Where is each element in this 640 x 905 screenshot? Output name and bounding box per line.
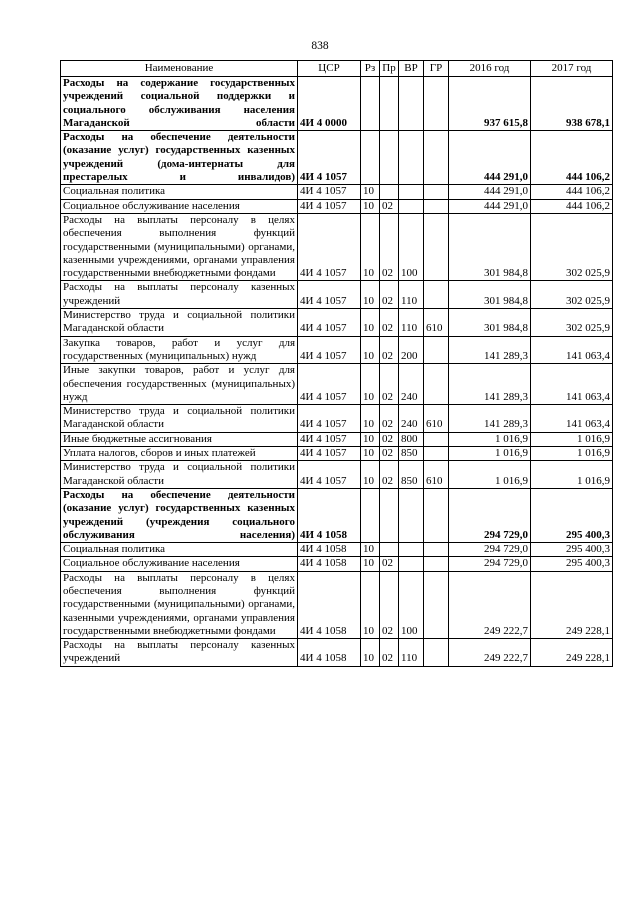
- row-gr: 610: [424, 309, 449, 337]
- table-row: [61, 405, 613, 433]
- row-vr: [399, 77, 424, 131]
- row-pr: 02: [380, 364, 399, 405]
- row-value-2017: 295 400,3: [531, 543, 613, 557]
- table-row: [61, 185, 613, 199]
- row-rz: 10: [361, 336, 380, 364]
- row-value-2016: 294 729,0: [449, 543, 531, 557]
- row-pr: 02: [380, 336, 399, 364]
- row-pr: 02: [380, 461, 399, 489]
- row-value-2017: 444 106,2: [531, 199, 613, 213]
- row-csr: 4И 4 1057: [298, 213, 361, 280]
- row-rz: 10: [361, 557, 380, 571]
- row-name: Социальное обслуживание населения: [61, 557, 298, 571]
- row-vr: [399, 543, 424, 557]
- table-row: [61, 213, 613, 280]
- row-value-2017: 302 025,9: [531, 281, 613, 309]
- row-name: Социальное обслуживание населения: [61, 199, 298, 213]
- row-value-2016: 301 984,8: [449, 281, 531, 309]
- row-value-2017: 938 678,1: [531, 77, 613, 131]
- row-gr: 610: [424, 405, 449, 433]
- row-value-2017: 1 016,9: [531, 447, 613, 461]
- row-name: Уплата налогов, сборов и иных платежей: [61, 447, 298, 461]
- row-name: Министерство труда и социальной политики Магаданской области: [61, 461, 298, 489]
- row-pr: 02: [380, 432, 399, 446]
- row-vr: 240: [399, 364, 424, 405]
- row-pr: 02: [380, 199, 399, 213]
- table-row: [61, 488, 613, 542]
- row-vr: [399, 185, 424, 199]
- budget-table: [60, 60, 613, 667]
- row-rz: 10: [361, 571, 380, 638]
- row-value-2017: 444 106,2: [531, 185, 613, 199]
- header-2017: 2017 год: [531, 61, 613, 77]
- row-gr: [424, 488, 449, 542]
- row-gr: [424, 364, 449, 405]
- row-csr: 4И 4 1057: [298, 281, 361, 309]
- row-value-2016: 294 729,0: [449, 488, 531, 542]
- row-name: Министерство труда и социальной политики Магаданской области: [61, 309, 298, 337]
- row-csr: 4И 4 1058: [298, 557, 361, 571]
- row-value-2016: 1 016,9: [449, 447, 531, 461]
- row-value-2017: 302 025,9: [531, 213, 613, 280]
- row-value-2016: 249 222,7: [449, 571, 531, 638]
- table-row: [61, 461, 613, 489]
- header-rz: Рз: [361, 61, 380, 77]
- row-value-2017: 141 063,4: [531, 336, 613, 364]
- row-value-2016: 301 984,8: [449, 213, 531, 280]
- row-rz: 10: [361, 364, 380, 405]
- row-rz: 10: [361, 185, 380, 199]
- header-vr: ВР: [399, 61, 424, 77]
- row-pr: [380, 77, 399, 131]
- row-rz: 10: [361, 199, 380, 213]
- row-gr: [424, 281, 449, 309]
- row-vr: 850: [399, 461, 424, 489]
- row-value-2016: 444 291,0: [449, 185, 531, 199]
- row-gr: [424, 571, 449, 638]
- row-gr: [424, 199, 449, 213]
- row-rz: 10: [361, 405, 380, 433]
- row-gr: [424, 447, 449, 461]
- row-value-2016: 141 289,3: [449, 405, 531, 433]
- row-pr: 02: [380, 405, 399, 433]
- row-rz: 10: [361, 281, 380, 309]
- row-rz: [361, 77, 380, 131]
- row-name: Иные бюджетные ассигнования: [61, 432, 298, 446]
- row-name: Расходы на содержание государственных учреждений социальной поддержки и социального обслуживания населения Магаданской области: [61, 77, 298, 131]
- row-value-2017: 302 025,9: [531, 309, 613, 337]
- row-csr: 4И 4 1057: [298, 185, 361, 199]
- table-row: [61, 639, 613, 667]
- row-name: Министерство труда и социальной политики Магаданской области: [61, 405, 298, 433]
- row-gr: [424, 185, 449, 199]
- row-csr: 4И 4 1058: [298, 488, 361, 542]
- row-name: Расходы на выплаты персоналу в целях обеспечения выполнения функций государственными (муниципальными) органами, казенными учреждениями, органами управления государственными внебюджетными фондами: [61, 571, 298, 638]
- row-rz: [361, 131, 380, 185]
- row-name: Закупка товаров, работ и услуг для государственных (муниципальных) нужд: [61, 336, 298, 364]
- row-value-2016: 141 289,3: [449, 336, 531, 364]
- row-value-2016: 249 222,7: [449, 639, 531, 667]
- row-csr: 4И 4 1057: [298, 364, 361, 405]
- row-value-2016: 141 289,3: [449, 364, 531, 405]
- header-csr: ЦСР: [298, 61, 361, 77]
- row-gr: [424, 336, 449, 364]
- row-name: Социальная политика: [61, 185, 298, 199]
- row-rz: [361, 488, 380, 542]
- table-row: [61, 309, 613, 337]
- row-gr: [424, 213, 449, 280]
- row-value-2016: 1 016,9: [449, 461, 531, 489]
- row-gr: [424, 557, 449, 571]
- row-gr: [424, 639, 449, 667]
- row-vr: 850: [399, 447, 424, 461]
- row-vr: [399, 488, 424, 542]
- row-pr: [380, 185, 399, 199]
- row-pr: 02: [380, 447, 399, 461]
- row-name: Расходы на обеспечение деятельности (оказание услуг) государственных казенных учреждений (учреждения социального обслуживания населения): [61, 488, 298, 542]
- row-pr: [380, 131, 399, 185]
- row-vr: 110: [399, 281, 424, 309]
- row-pr: 02: [380, 281, 399, 309]
- row-csr: 4И 4 1057: [298, 405, 361, 433]
- table-row: [61, 557, 613, 571]
- row-csr: 4И 4 1058: [298, 639, 361, 667]
- row-pr: 02: [380, 213, 399, 280]
- row-csr: 4И 4 1057: [298, 336, 361, 364]
- row-pr: 02: [380, 309, 399, 337]
- row-gr: 610: [424, 461, 449, 489]
- row-pr: 02: [380, 639, 399, 667]
- header-pr: Пр: [380, 61, 399, 77]
- row-rz: 10: [361, 309, 380, 337]
- row-csr: 4И 4 1057: [298, 447, 361, 461]
- row-pr: 02: [380, 557, 399, 571]
- row-gr: [424, 432, 449, 446]
- table-row: [61, 447, 613, 461]
- row-name: Расходы на выплаты персоналу казенных учреждений: [61, 281, 298, 309]
- table-row: [61, 199, 613, 213]
- row-name: Расходы на выплаты персоналу казенных учреждений: [61, 639, 298, 667]
- row-vr: [399, 131, 424, 185]
- row-csr: 4И 4 1057: [298, 131, 361, 185]
- row-vr: 240: [399, 405, 424, 433]
- row-name: Расходы на выплаты персоналу в целях обеспечения выполнения функций государственными (муниципальными) органами, казенными учреждениями, органами управления государственными внебюджетными фондами: [61, 213, 298, 280]
- row-value-2017: 141 063,4: [531, 364, 613, 405]
- table-row: [61, 543, 613, 557]
- row-gr: [424, 543, 449, 557]
- row-value-2017: 1 016,9: [531, 432, 613, 446]
- row-value-2017: 249 228,1: [531, 571, 613, 638]
- row-csr: 4И 4 1057: [298, 199, 361, 213]
- row-vr: 200: [399, 336, 424, 364]
- row-vr: 110: [399, 639, 424, 667]
- row-pr: [380, 488, 399, 542]
- table-row: [61, 281, 613, 309]
- row-value-2017: 141 063,4: [531, 405, 613, 433]
- row-value-2017: 249 228,1: [531, 639, 613, 667]
- row-csr: 4И 4 1057: [298, 461, 361, 489]
- table-body: [61, 77, 613, 667]
- row-gr: [424, 131, 449, 185]
- row-vr: [399, 199, 424, 213]
- header-2016: 2016 год: [449, 61, 531, 77]
- row-name: Социальная политика: [61, 543, 298, 557]
- row-rz: 10: [361, 213, 380, 280]
- header-gr: ГР: [424, 61, 449, 77]
- row-value-2016: 444 291,0: [449, 131, 531, 185]
- row-rz: 10: [361, 461, 380, 489]
- row-value-2017: 295 400,3: [531, 557, 613, 571]
- row-vr: [399, 557, 424, 571]
- row-rz: 10: [361, 447, 380, 461]
- row-rz: 10: [361, 639, 380, 667]
- row-value-2017: 1 016,9: [531, 461, 613, 489]
- row-vr: 110: [399, 309, 424, 337]
- row-value-2016: 301 984,8: [449, 309, 531, 337]
- row-value-2016: 444 291,0: [449, 199, 531, 213]
- row-value-2017: 295 400,3: [531, 488, 613, 542]
- row-vr: 800: [399, 432, 424, 446]
- row-name: Расходы на обеспечение деятельности (оказание услуг) государственных казенных учреждений (дома-интернаты для престарелых и инвалидов): [61, 131, 298, 185]
- row-vr: 100: [399, 213, 424, 280]
- row-csr: 4И 4 1057: [298, 432, 361, 446]
- row-rz: 10: [361, 432, 380, 446]
- row-csr: 4И 4 1057: [298, 309, 361, 337]
- table-header-row: [61, 61, 613, 77]
- row-value-2016: 1 016,9: [449, 432, 531, 446]
- table-row: [61, 336, 613, 364]
- table-row: [61, 432, 613, 446]
- table-row: [61, 77, 613, 131]
- row-value-2016: 937 615,8: [449, 77, 531, 131]
- row-name: Иные закупки товаров, работ и услуг для обеспечения государственных (муниципальных) нужд: [61, 364, 298, 405]
- page-number: 838: [311, 40, 329, 52]
- table-row: [61, 571, 613, 638]
- row-gr: [424, 77, 449, 131]
- row-pr: 02: [380, 571, 399, 638]
- row-pr: [380, 543, 399, 557]
- row-csr: 4И 4 1058: [298, 571, 361, 638]
- table-row: [61, 364, 613, 405]
- header-name: Наименование: [61, 61, 298, 77]
- row-csr: 4И 4 0000: [298, 77, 361, 131]
- row-rz: 10: [361, 543, 380, 557]
- row-value-2017: 444 106,2: [531, 131, 613, 185]
- row-vr: 100: [399, 571, 424, 638]
- table-row: [61, 131, 613, 185]
- row-value-2016: 294 729,0: [449, 557, 531, 571]
- row-csr: 4И 4 1058: [298, 543, 361, 557]
